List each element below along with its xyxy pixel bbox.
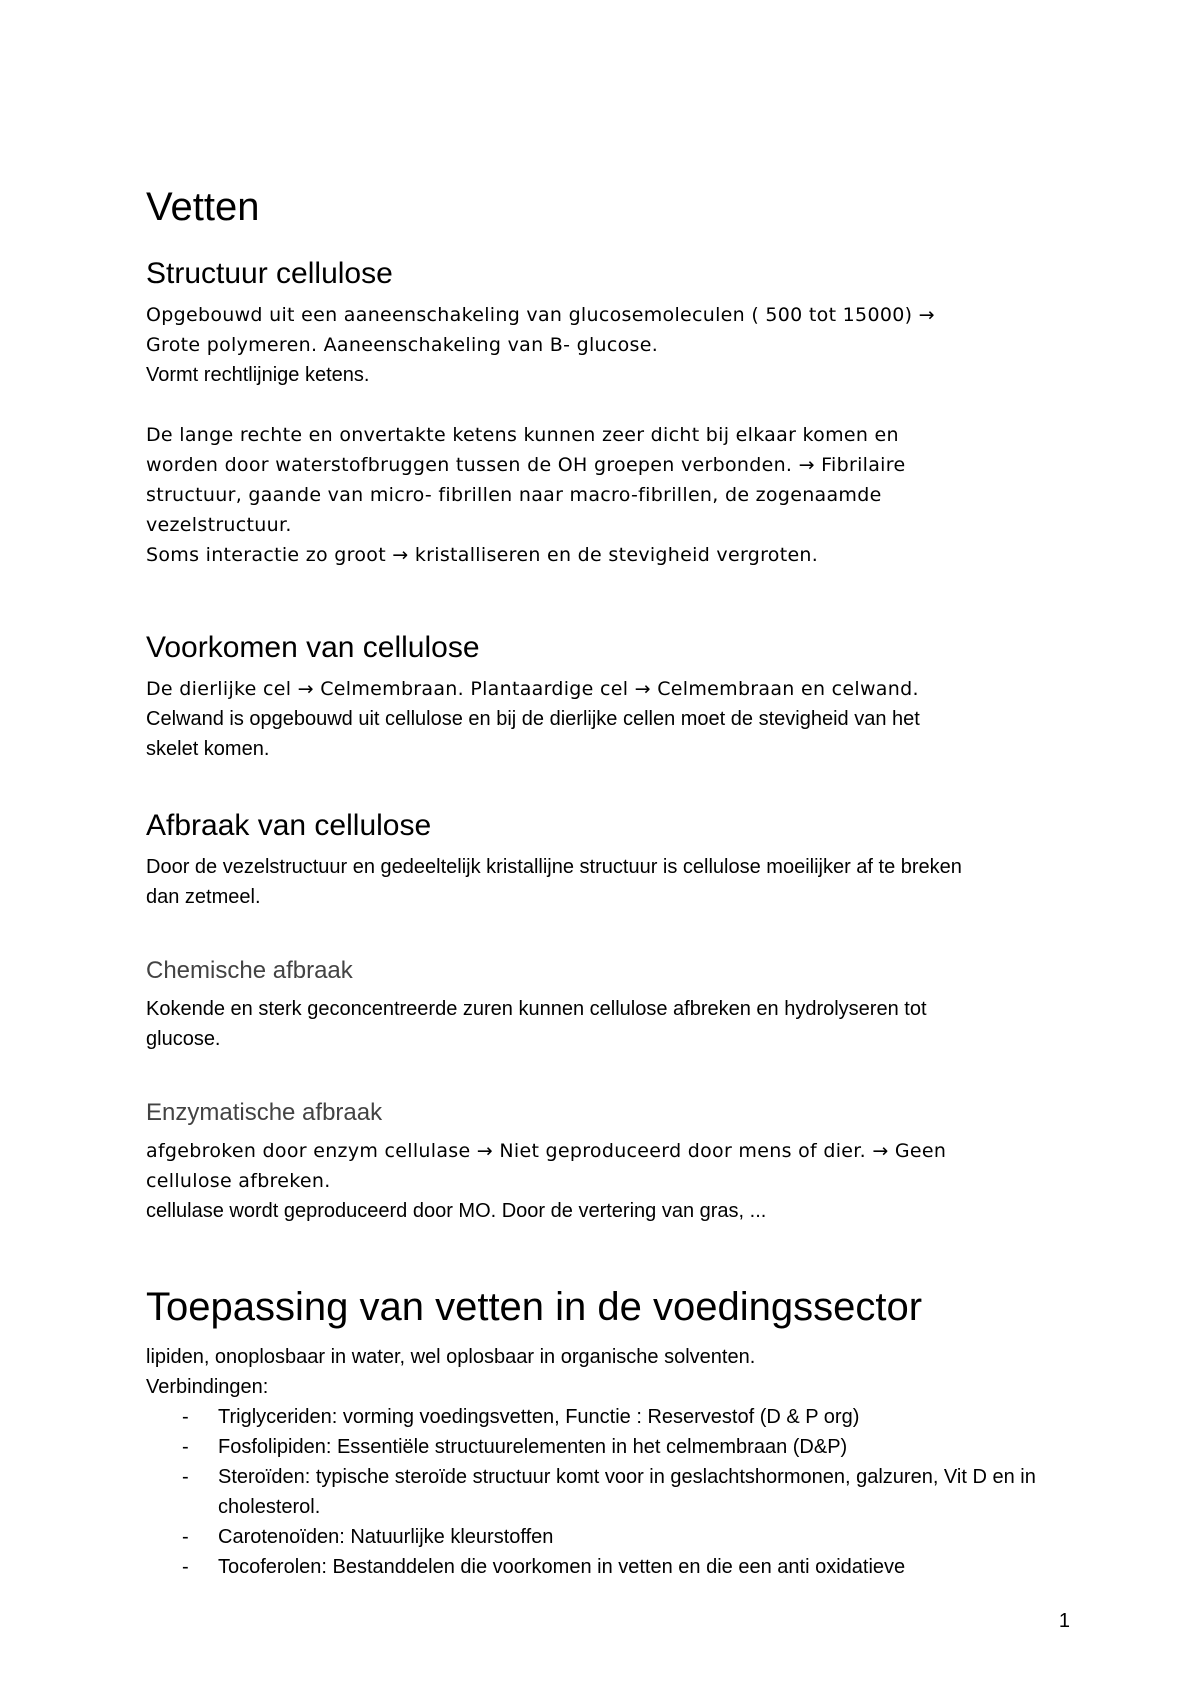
paragraph-line: cellulase wordt geproduceerd door MO. Door de vertering van gras, ...: [146, 1200, 767, 1222]
paragraph-line: De lange rechte en onvertakte ketens kunnen zeer dicht bij elkaar komen en: [146, 424, 899, 446]
paragraph-line: afgebroken door enzym cellulase → Niet geproduceerd door mens of dier. → Geen: [146, 1140, 947, 1162]
list-item: [182, 1552, 1066, 1582]
heading-structuur-cellulose: Structuur cellulose: [146, 257, 393, 290]
list-item: [182, 1462, 1066, 1522]
bullet-marker: -: [182, 1556, 189, 1578]
paragraph-line: Vormt rechtlijnige ketens.: [146, 364, 370, 386]
spacer: [146, 390, 1066, 420]
heading-enzymatische-afbraak: Enzymatische afbraak: [146, 1099, 383, 1126]
paragraph-line: Kokende en sterk geconcentreerde zuren kunnen cellulose afbreken en hydrolyseren tot: [146, 998, 927, 1020]
paragraph-line: skelet komen.: [146, 738, 270, 760]
heading-toepassing-vetten: Toepassing van vetten in de voedingssector: [146, 1285, 923, 1329]
paragraph-line: cellulose afbreken.: [146, 1170, 331, 1192]
paragraph-line: Opgebouwd uit een aaneenschakeling van glucosemoleculen ( 500 tot 15000) →: [146, 304, 935, 326]
paragraph-line: De dierlijke cel → Celmembraan. Plantaardige cel → Celmembraan en celwand.: [146, 678, 919, 700]
paragraph-line: Door de vezelstructuur en gedeeltelijk kristallijne structuur is cellulose moeilijker af te breken: [146, 856, 962, 878]
bullet-marker: -: [182, 1436, 189, 1458]
list-item-text: Carotenoïden: Natuurlijke kleurstoffen: [218, 1526, 554, 1548]
paragraph-line: Soms interactie zo groot → kristalliseren en de stevigheid vergroten.: [146, 544, 819, 566]
paragraph-line: glucose.: [146, 1028, 221, 1050]
spacer: [146, 1226, 1066, 1270]
paragraph-line: vezelstructuur.: [146, 514, 292, 536]
bullet-marker: -: [182, 1466, 189, 1488]
compound-list: [146, 1402, 1066, 1582]
spacer: [146, 912, 1066, 956]
list-item-text: Fosfolipiden: Essentiële structuurelementen in het celmembraan (D&P): [218, 1436, 848, 1458]
page-number: 1: [1058, 1610, 1070, 1632]
paragraph-line: Grote polymeren. Aaneenschakeling van B- glucose.: [146, 334, 659, 356]
list-item-text: Steroïden: typische steroïde structuur komt voor in geslachtshormonen, galzuren, Vit D en in cholesterol.: [218, 1466, 1036, 1518]
paragraph-line: structuur, gaande van micro- fibrillen naar macro-fibrillen, de zogenaamde: [146, 484, 882, 506]
list-item: [182, 1402, 1066, 1432]
paragraph-line: worden door waterstofbruggen tussen de OH groepen verbonden. → Fibrilaire: [146, 454, 906, 476]
heading-afbraak-cellulose: Afbraak van cellulose: [146, 809, 432, 842]
paragraph-line: Verbindingen:: [146, 1376, 269, 1398]
spacer: [146, 764, 1066, 808]
list-item: [182, 1522, 1066, 1552]
list-item: [182, 1432, 1066, 1462]
paragraph-line: Celwand is opgebouwd uit cellulose en bij de dierlijke cellen moet de stevigheid van het: [146, 708, 920, 730]
spacer: [146, 570, 1066, 630]
bullet-marker: -: [182, 1526, 189, 1548]
spacer: [146, 1054, 1066, 1098]
list-item-text: Tocoferolen: Bestanddelen die voorkomen in vetten en die een anti oxidatieve: [218, 1556, 906, 1578]
paragraph-line: lipiden, onoplosbaar in water, wel oplosbaar in organische solventen.: [146, 1346, 756, 1368]
heading-voorkomen-cellulose: Voorkomen van cellulose: [146, 631, 480, 664]
page-content: [146, 184, 1066, 1582]
paragraph-line: dan zetmeel.: [146, 886, 261, 908]
list-item-text: Triglyceriden: vorming voedingsvetten, Functie : Reservestof (D & P org): [218, 1406, 860, 1428]
document-title: Vetten: [146, 185, 260, 229]
bullet-marker: -: [182, 1406, 189, 1428]
heading-chemische-afbraak: Chemische afbraak: [146, 957, 353, 984]
